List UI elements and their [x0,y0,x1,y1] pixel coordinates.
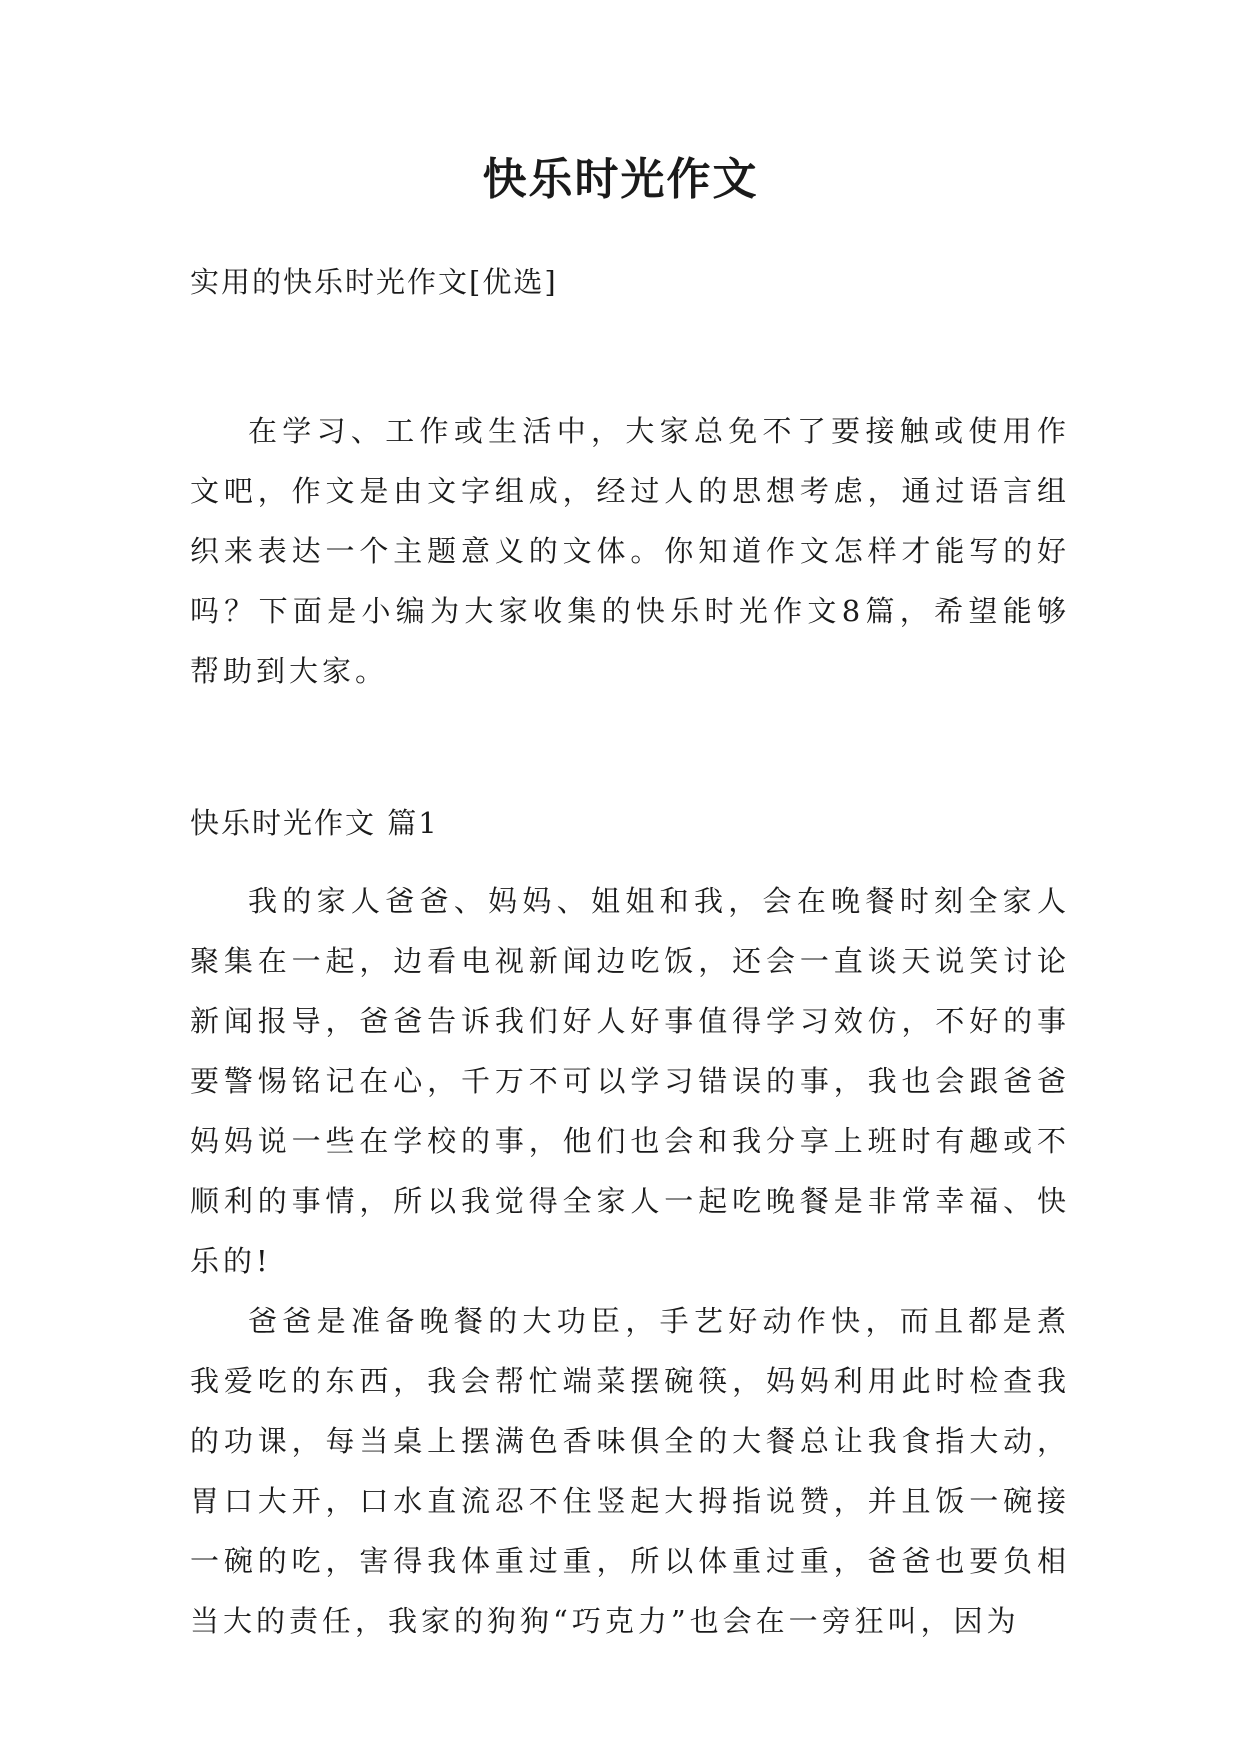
section-body [190,811,1070,1651]
document-title: 快乐时光作文 [482,154,759,205]
section-heading: 快乐时光作文 篇1 [190,806,439,840]
document-subtitle: 实用的快乐时光作文[优选] [190,265,558,299]
body-paragraph: 爸爸是准备晚餐的大功臣，手艺好动作快，而且都是煮我爱吃的东西，我会帮忙端菜摆碗筷，妈妈利用此时检查我的功课，每当桌上摆满色香味俱全的大餐总让我食指大动，胃口大开，口水直流忍不住竖起大拇指说赞，并且饭一碗接一碗的吃，害得我体重过重，所以体重过重，爸爸也要负相当大的责任，我家的狗狗“巧克力”也会在一旁狂叫，因为 [190,1304,1070,1638]
intro-block [190,401,1070,701]
intro-paragraph: 在学习、工作或生活中，大家总免不了要接触或使用作文吧，作文是由文字组成，经过人的思想考虑，通过语言组织来表达一个主题意义的文体。你知道作文怎样才能写的好吗？下面是小编为大家收集的快乐时光作文8篇，希望能够帮助到大家。 [190,414,1070,688]
body-paragraph: 我的家人爸爸、妈妈、姐姐和我，会在晚餐时刻全家人聚集在一起，边看电视新闻边吃饭，还会一直谈天说笑讨论新闻报导，爸爸告诉我们好人好事值得学习效仿，不好的事要警惕铭记在心，千万不可以学习错误的事，我也会跟爸爸妈妈说一些在学校的事，他们也会和我分享上班时有趣或不顺利的事情，所以我觉得全家人一起吃晚餐是非常幸福、快乐的! [190,884,1070,1278]
